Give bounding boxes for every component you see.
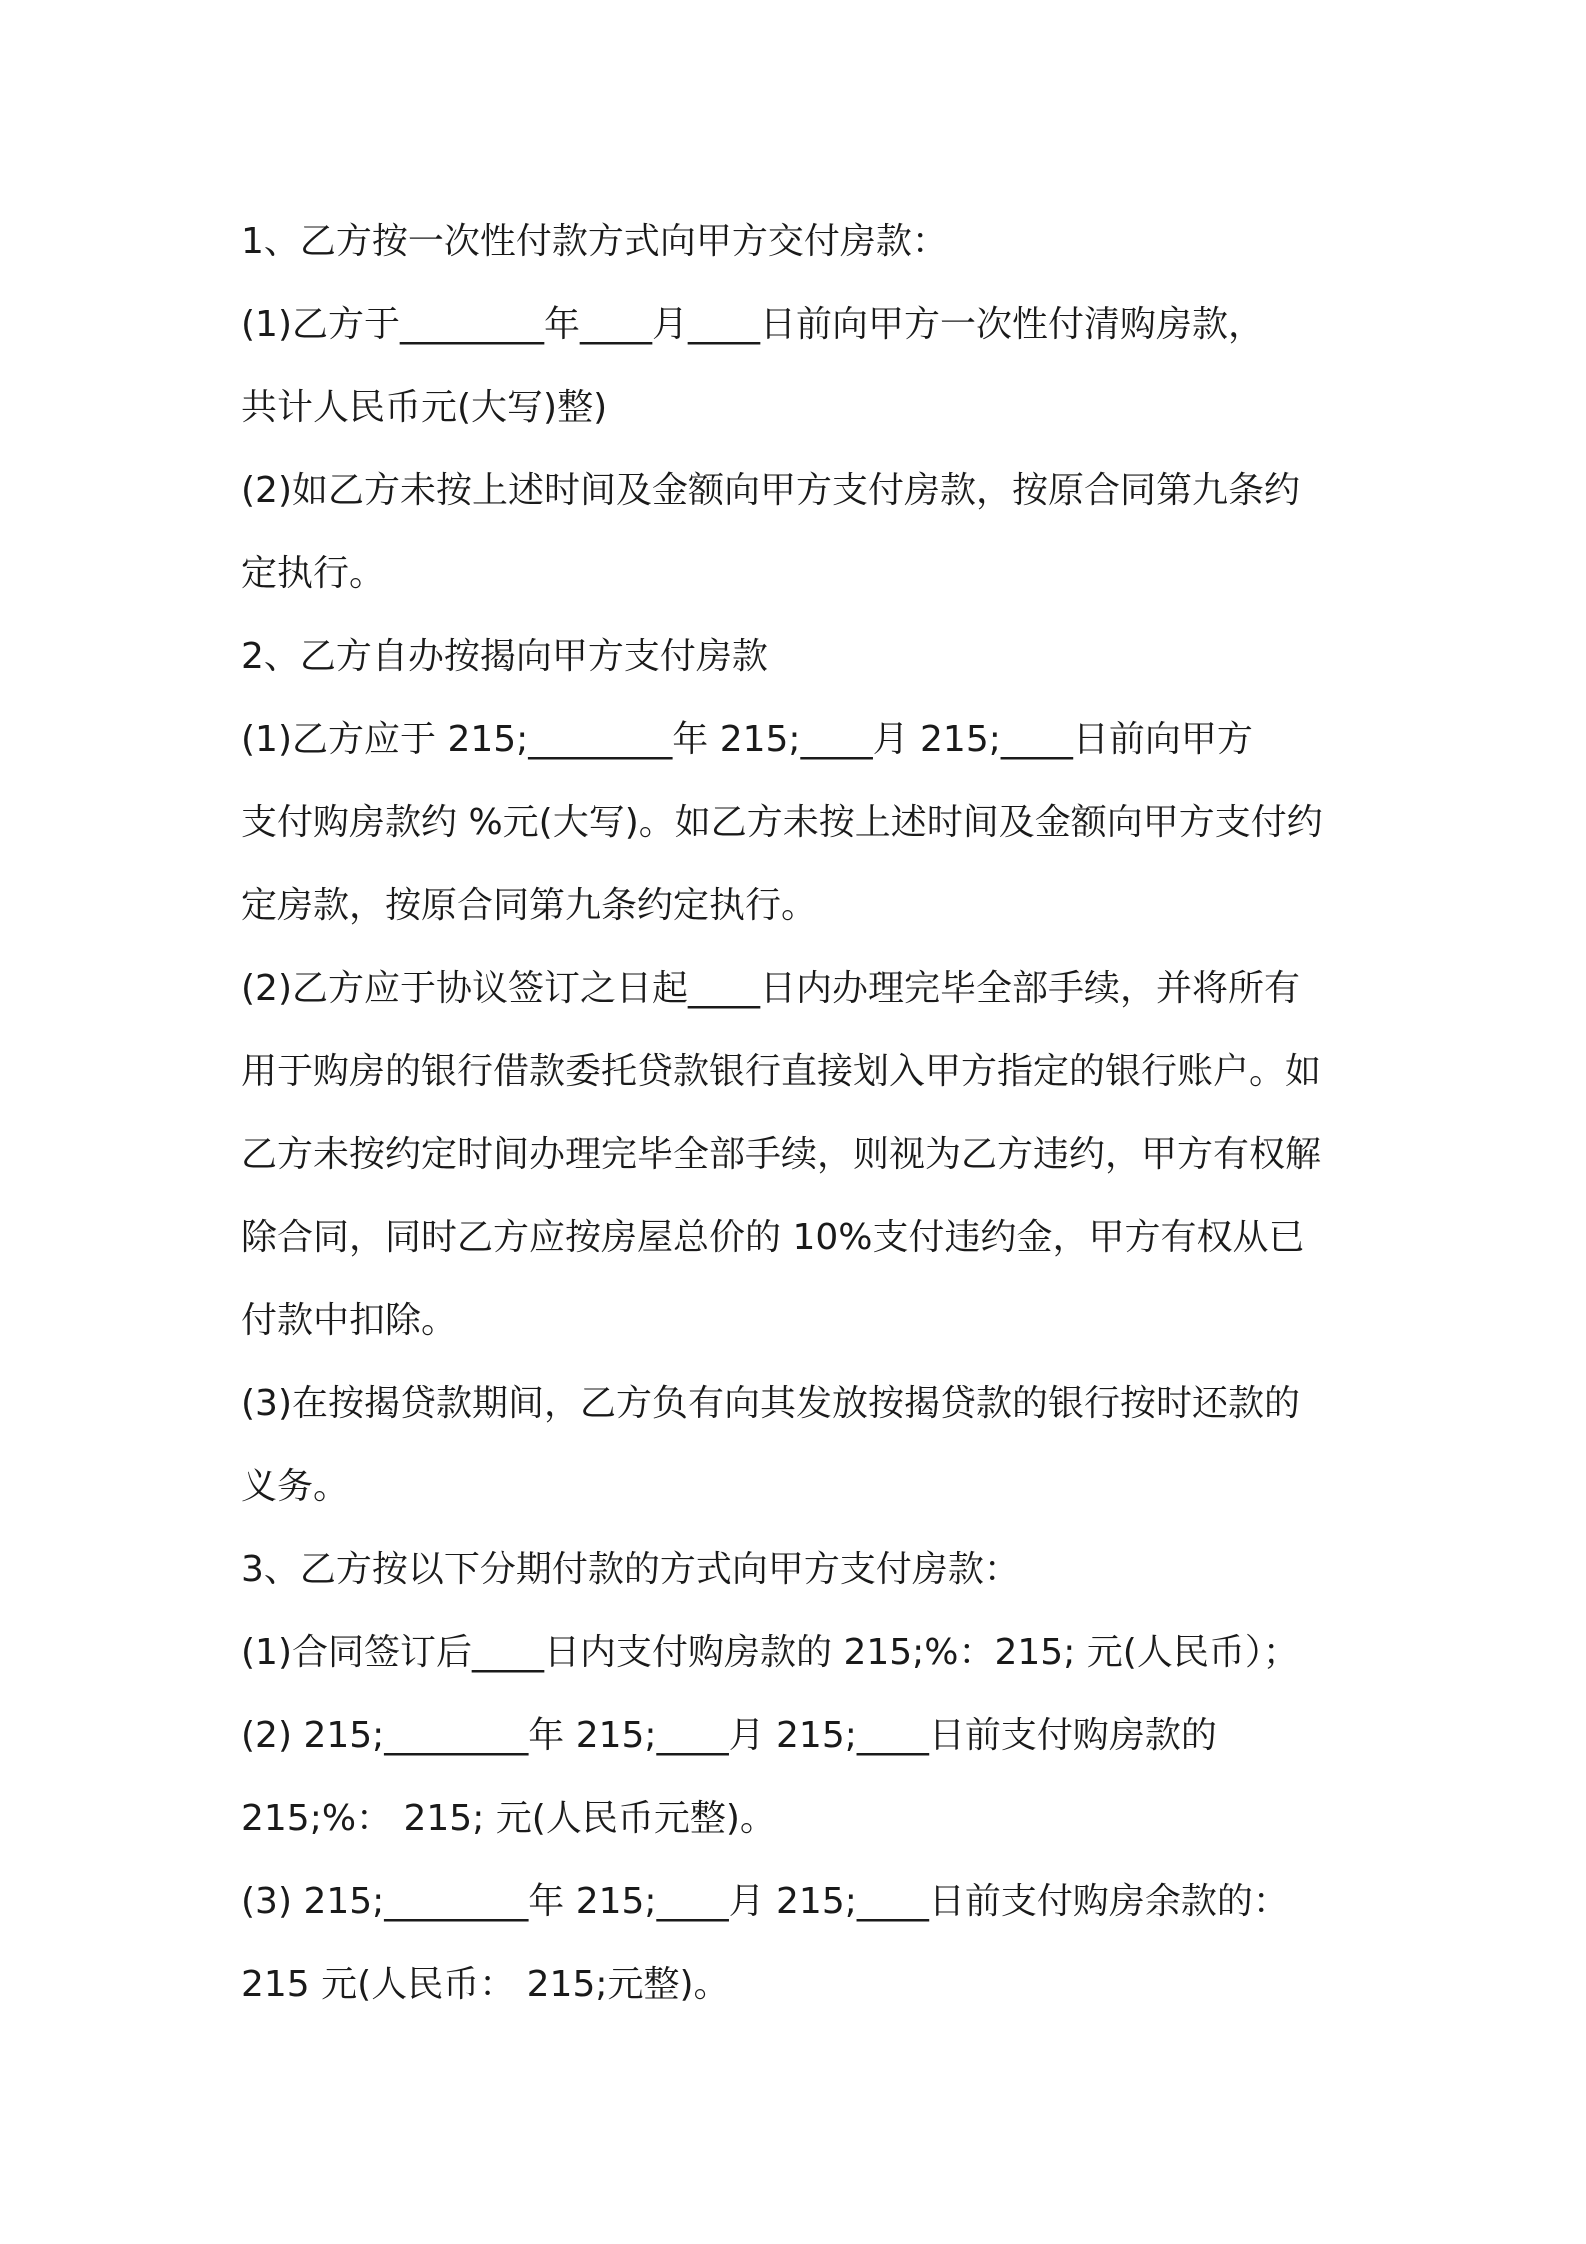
clause-3-item-1: (1)合同签订后____日内支付购房款的 215;%：215; 元(人民币）； xyxy=(241,1632,1299,1673)
clause-2-item-2-line-3: 乙方未按约定时间办理完毕全部手续，则视为乙方违约，甲方有权解 xyxy=(241,1134,1322,1175)
clause-2-item-3-line-2: 义务。 xyxy=(241,1466,350,1507)
clause-2-item-1-line-3: 定房款，按原合同第九条约定执行。 xyxy=(241,885,818,926)
clause-1-item-1-line-2: 共计人民币元(大写)整) xyxy=(241,387,608,428)
clause-2-item-1-line-1: (1)乙方应于 215;________年 215;____月 215;____日前向甲方 xyxy=(241,719,1253,760)
clause-2-item-3-line-1: (3)在按揭贷款期间，乙方负有向其发放按揭贷款的银行按时还款的 xyxy=(241,1383,1300,1424)
clause-1-item-1-line-1: (1)乙方于________年____月____日前向甲方一次性付清购房款， xyxy=(241,304,1264,345)
clause-2-item-2-line-1: (2)乙方应于协议签订之日起____日内办理完毕全部手续，并将所有 xyxy=(241,968,1300,1009)
clause-2-item-2-line-5: 付款中扣除。 xyxy=(241,1300,458,1341)
clause-3-item-3-line-1: (3) 215;________年 215;____月 215;____日前支付购房余款的： xyxy=(241,1881,1289,1922)
clause-2-heading: 2、乙方自办按揭向甲方支付房款 xyxy=(241,636,768,677)
clause-1-heading: 1、乙方按一次性付款方式向甲方交付房款： xyxy=(241,221,948,262)
clause-3-item-2-line-1: (2) 215;________年 215;____月 215;____日前支付购房款的 xyxy=(241,1715,1217,1756)
clause-3-item-3-line-2: 215 元(人民币： 215;元整)。 xyxy=(241,1964,730,2005)
clause-3-heading: 3、乙方按以下分期付款的方式向甲方支付房款： xyxy=(241,1549,1020,1590)
clause-1-item-2-line-2: 定执行。 xyxy=(241,553,386,594)
clause-2-item-2-line-2: 用于购房的银行借款委托贷款银行直接划入甲方指定的银行账户。如 xyxy=(241,1051,1322,1092)
document-body xyxy=(241,200,1361,2026)
clause-3-item-2-line-2: 215;%： 215; 元(人民币元整)。 xyxy=(241,1798,776,1839)
clause-1-item-2-line-1: (2)如乙方未按上述时间及金额向甲方支付房款，按原合同第九条约 xyxy=(241,470,1300,511)
clause-2-item-1-line-2: 支付购房款约 %元(大写)。如乙方未按上述时间及金额向甲方支付约 xyxy=(241,802,1323,843)
clause-2-item-2-line-4: 除合同，同时乙方应按房屋总价的 10%支付违约金，甲方有权从已 xyxy=(241,1217,1305,1258)
